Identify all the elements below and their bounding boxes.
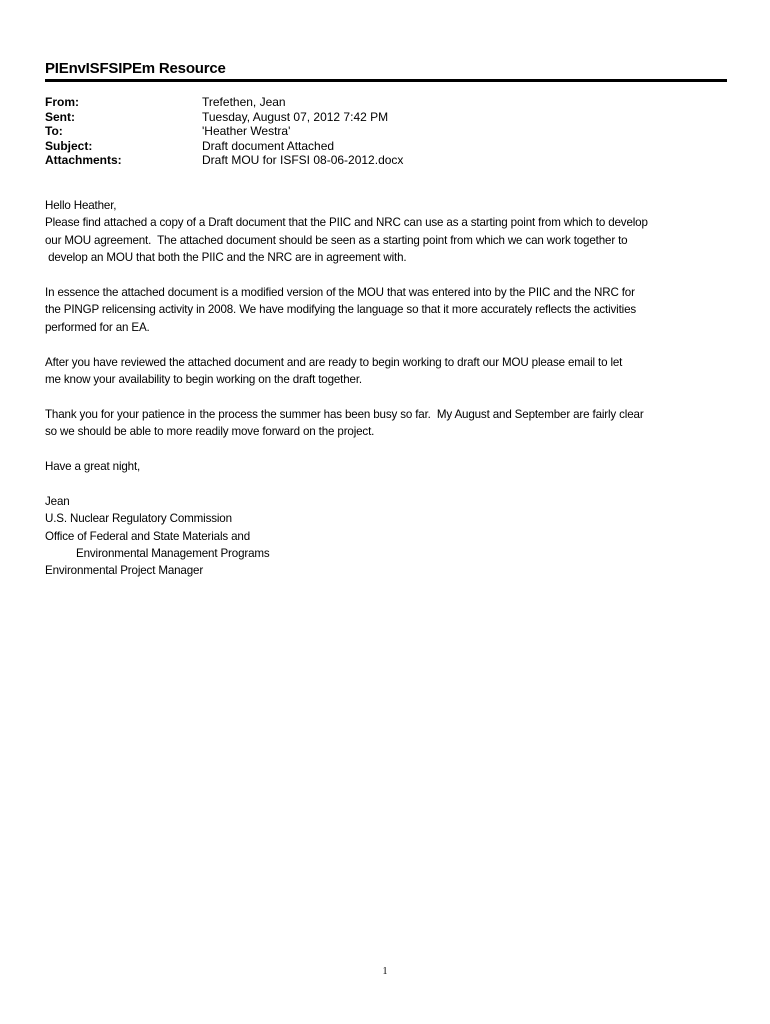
email-body — [45, 197, 735, 580]
header-row-attachments — [45, 153, 727, 168]
title-divider — [45, 79, 727, 82]
signature-office: Office of Federal and State Materials and — [45, 529, 251, 543]
header-label-attachments: Attachments: — [45, 153, 122, 167]
header-label-sent: Sent: — [45, 109, 75, 124]
header-value-from: Trefethen, Jean — [202, 95, 286, 109]
paragraph-2-line-3: performed for an EA. — [45, 320, 150, 334]
closing-line — [45, 458, 735, 475]
signature-block — [45, 493, 735, 580]
signature-name: Jean — [45, 494, 70, 508]
header-value-subject: Draft document Attached — [202, 138, 335, 153]
page-number: 1 — [382, 966, 388, 977]
paragraph-4-line-2: so we should be able to more readily move forward on the project. — [45, 425, 375, 439]
paragraph-4 — [45, 406, 735, 441]
greeting-text: Hello Heather, — [45, 199, 117, 212]
header-label-from: From: — [45, 95, 79, 109]
paragraph-3-line-2: me know your availability to begin working on the draft together. — [45, 373, 362, 387]
document-title: PIEnvISFSIPEm Resource — [45, 60, 226, 77]
paragraph-2-line-1: In essence the attached document is a modified version of the MOU that was entered into by the PIIC and the NRC for — [45, 286, 635, 300]
paragraph-1-line-1: Please find attached a copy of a Draft document that the PIIC and NRC can use as a starting point from which to develop — [45, 216, 648, 230]
header-row-subject — [45, 139, 727, 154]
header-value-attachments: Draft MOU for ISFSI 08-06-2012.docx — [202, 153, 404, 167]
header-value-to: 'Heather Westra' — [202, 124, 291, 138]
header-row-to — [45, 124, 727, 139]
header-row-from — [45, 95, 727, 110]
header-label-to: To: — [45, 124, 63, 138]
email-headers — [45, 95, 727, 168]
paragraph-2 — [45, 284, 735, 336]
header-label-subject: Subject: — [45, 138, 93, 153]
header-row-sent — [45, 110, 727, 125]
signature-organization: U.S. Nuclear Regulatory Commission — [45, 512, 232, 526]
paragraph-2-line-2: the PINGP relicensing activity in 2008. We have modifying the language so that it more accurately reflects the activities — [45, 303, 637, 317]
closing-text: Have a great night, — [45, 460, 141, 474]
signature-role: Environmental Project Manager — [45, 564, 204, 578]
paragraph-3 — [45, 354, 735, 389]
header-value-sent: Tuesday, August 07, 2012 7:42 PM — [202, 109, 389, 124]
paragraph-1 — [45, 214, 735, 266]
paragraph-1-line-2: our MOU agreement. The attached document should be seen as a starting point from which we can work together to — [45, 233, 628, 247]
paragraph-1-line-3: develop an MOU that both the PIIC and the NRC are in agreement with. — [45, 251, 407, 265]
signature-office-continued: Environmental Management Programs — [76, 547, 270, 561]
paragraph-4-line-1: Thank you for your patience in the process the summer has been busy so far. My August and September are fairly clear — [45, 407, 644, 421]
paragraph-3-line-1: After you have reviewed the attached document and are ready to begin working to draft our MOU please email to let — [45, 355, 623, 369]
greeting-line — [45, 197, 735, 214]
